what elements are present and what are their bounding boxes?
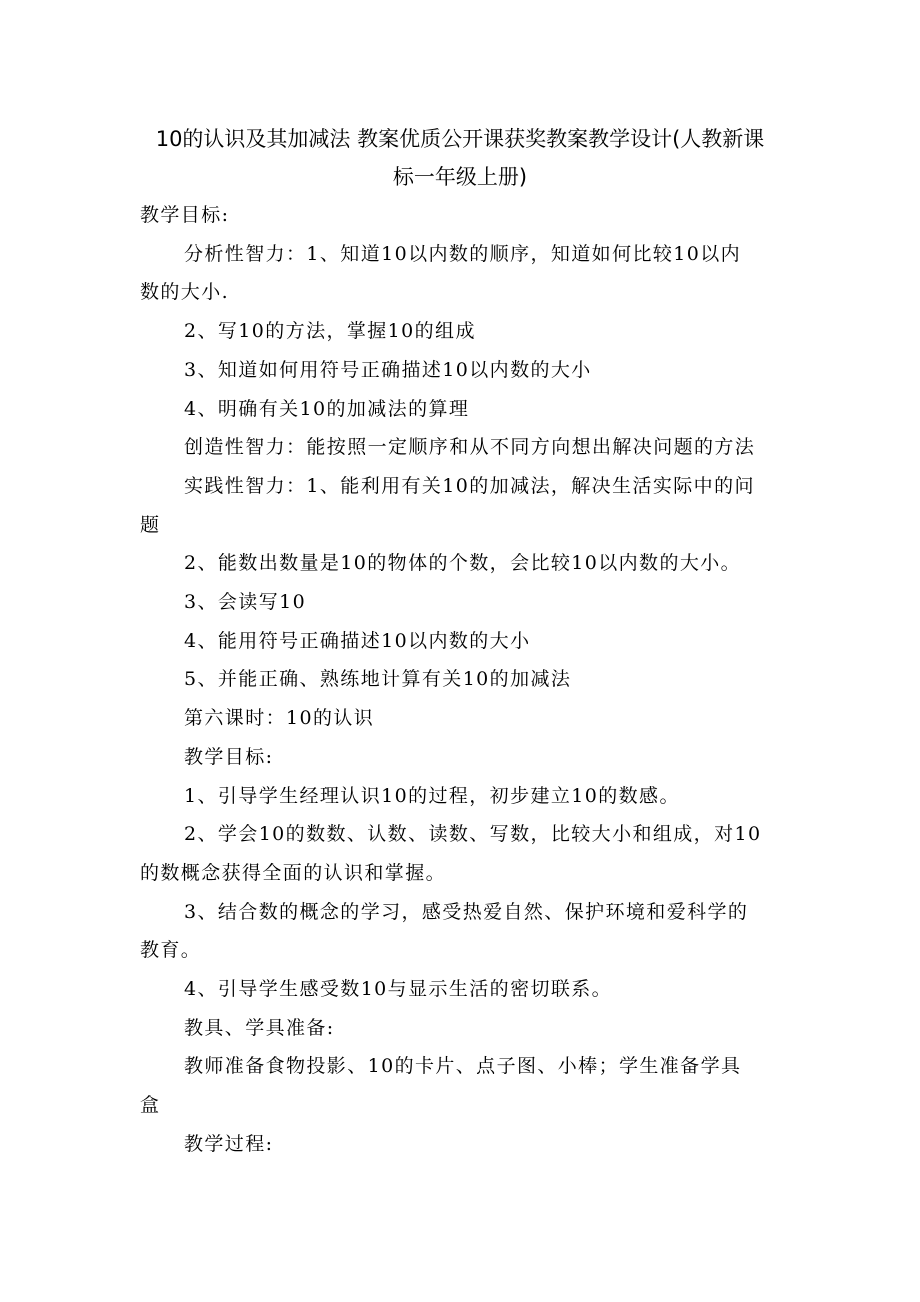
document-body (140, 196, 785, 1164)
heading-teaching-goals-lesson: 教学目标: (184, 745, 274, 768)
list-item: 1、引导学生经理认识10的过程，初步建立10的数感。 (184, 784, 680, 807)
paragraph-continuation: 教育。 (140, 939, 202, 962)
title-line-1: 10的认识及其加减法 教案优质公开课获奖教案教学设计(人教新课 (155, 127, 765, 151)
paragraph-creative-intelligence: 创造性智力：能按照一定顺序和从不同方向想出解决问题的方法 (184, 436, 756, 459)
list-item: 2、写10的方法，掌握10的组成 (184, 320, 476, 343)
list-item: 4、引导学生感受数10与显示生活的密切联系。 (184, 978, 613, 1001)
paragraph-teaching-tools: 教师准备食物投影、10的卡片、点子图、小棒；学生准备学具 (184, 1055, 742, 1078)
list-item: 5、并能正确、熟练地计算有关10的加减法 (184, 668, 572, 691)
list-item: 2、学会10的数数、认数、读数、写数，比较大小和组成，对10 (184, 823, 762, 846)
list-item: 4、明确有关10的加减法的算理 (184, 397, 470, 420)
heading-teaching-tools: 教具、学具准备: (184, 1016, 335, 1039)
document-title (130, 120, 790, 196)
paragraph-continuation: 数的大小. (140, 281, 230, 304)
list-item: 3、知道如何用符号正确描述10以内数的大小 (184, 358, 592, 381)
paragraph-analytic-intelligence: 分析性智力：1、知道10以内数的顺序，知道如何比较10以内 (184, 242, 742, 265)
heading-teaching-process: 教学过程: (184, 1132, 274, 1155)
list-item: 4、能用符号正确描述10以内数的大小 (184, 629, 531, 652)
list-item: 3、会读写10 (184, 591, 307, 614)
list-item: 3、结合数的概念的学习，感受热爱自然、保护环境和爱科学的 (184, 900, 749, 923)
paragraph-continuation: 题 (140, 513, 161, 536)
paragraph-continuation: 的数概念获得全面的认识和掌握。 (140, 861, 447, 884)
list-item: 2、能数出数量是10的物体的个数，会比较10以内数的大小。 (184, 552, 742, 575)
heading-teaching-goals: 教学目标: (140, 204, 230, 226)
paragraph-continuation: 盒 (140, 1094, 161, 1117)
title-line-2: 标一年级上册) (392, 165, 528, 189)
paragraph-practical-intelligence: 实践性智力：1、能利用有关10的加减法，解决生活实际中的问 (184, 474, 755, 497)
heading-lesson-six: 第六课时：10的认识 (184, 707, 375, 730)
